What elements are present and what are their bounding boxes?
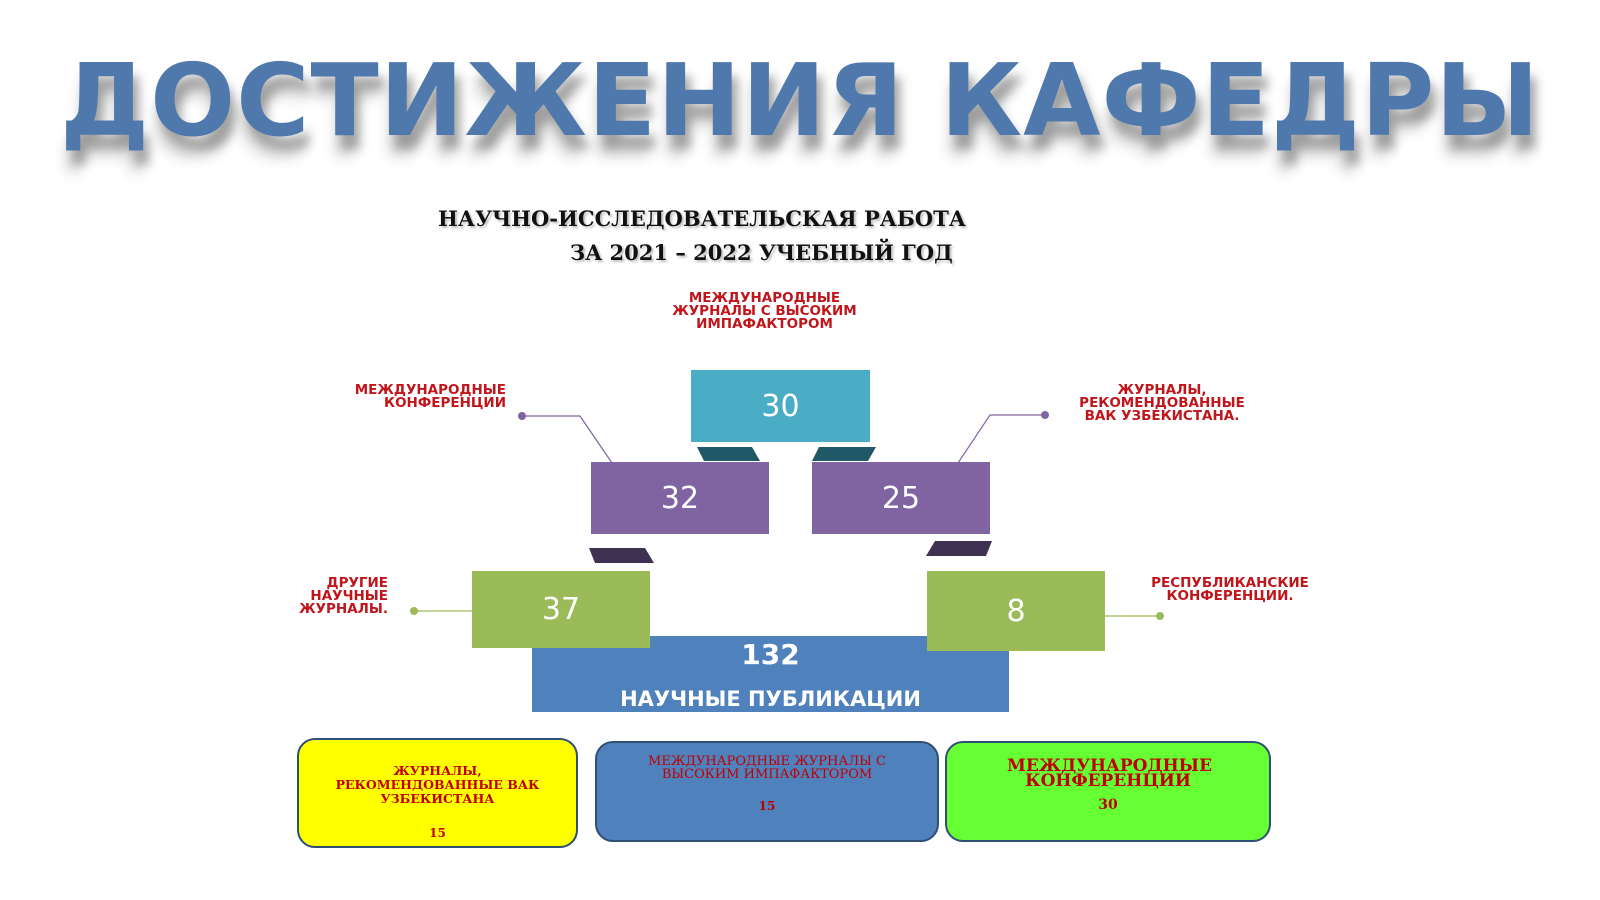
box-mid-left: 32: [591, 462, 769, 534]
joint-mid-left: [589, 548, 654, 563]
dot-mid-left: [518, 412, 526, 420]
dot-mid-right: [1041, 411, 1049, 419]
joint-mid-right: [926, 541, 992, 556]
label-low-left: ДРУГИЕ НАУЧНЫЕ ЖУРНАЛЫ.: [299, 575, 388, 617]
line-mid-left: [522, 416, 612, 463]
label-mid-right: ЖУРНАЛЫ, РЕКОМЕНДОВАННЫЕ ВАК УЗБЕКИСТАНА.: [1079, 382, 1245, 424]
label-low-right: РЕСПУБЛИКАНСКИЕ КОНФЕРЕНЦИИ.: [1151, 575, 1309, 604]
box-low-left: 37: [472, 571, 650, 648]
card-impact-journals: МЕЖДУНАРОДНЫЕ ЖУРНАЛЫ С ВЫСОКИМ ИМПАФАКТОРОМ 15: [595, 741, 939, 842]
box-mid-right: 25: [812, 462, 990, 534]
box-low-right: 8: [927, 571, 1105, 651]
label-mid-left: МЕЖДУНАРОДНЫЕ КОНФЕРЕНЦИИ: [354, 382, 506, 411]
label-top: МЕЖДУНАРОДНЫЕ ЖУРНАЛЫ С ВЫСОКИМ ИМПАФАКТОРОМ: [672, 290, 857, 332]
subtitle-line-2: ЗА 2021 – 2022 УЧЕБНЫЙ ГОД: [570, 240, 953, 265]
joint-top-left: [697, 447, 760, 461]
base-label: НАУЧНЫЕ ПУБЛИКАЦИИ: [620, 687, 921, 711]
box-top: 30: [691, 370, 870, 442]
subtitle-line-1: НАУЧНО-ИССЛЕДОВАТЕЛЬСКАЯ РАБОТА: [438, 206, 966, 231]
line-mid-right: [958, 415, 1045, 463]
base-value: 132: [741, 638, 800, 671]
dot-low-left: [410, 607, 418, 615]
card-intl-conferences: МЕЖДУНАРОДНЫЕ КОНФЕРЕНЦИИ 30: [945, 741, 1271, 842]
card-vak-journals: ЖУРНАЛЫ, РЕКОМЕНДОВАННЫЕ ВАК УЗБЕКИСТАНА 15: [297, 738, 578, 848]
page-title: ДОСТИЖЕНИЯ КАФЕДРЫ: [60, 42, 1540, 159]
joint-top-right: [812, 447, 876, 461]
dot-low-right: [1156, 612, 1164, 620]
